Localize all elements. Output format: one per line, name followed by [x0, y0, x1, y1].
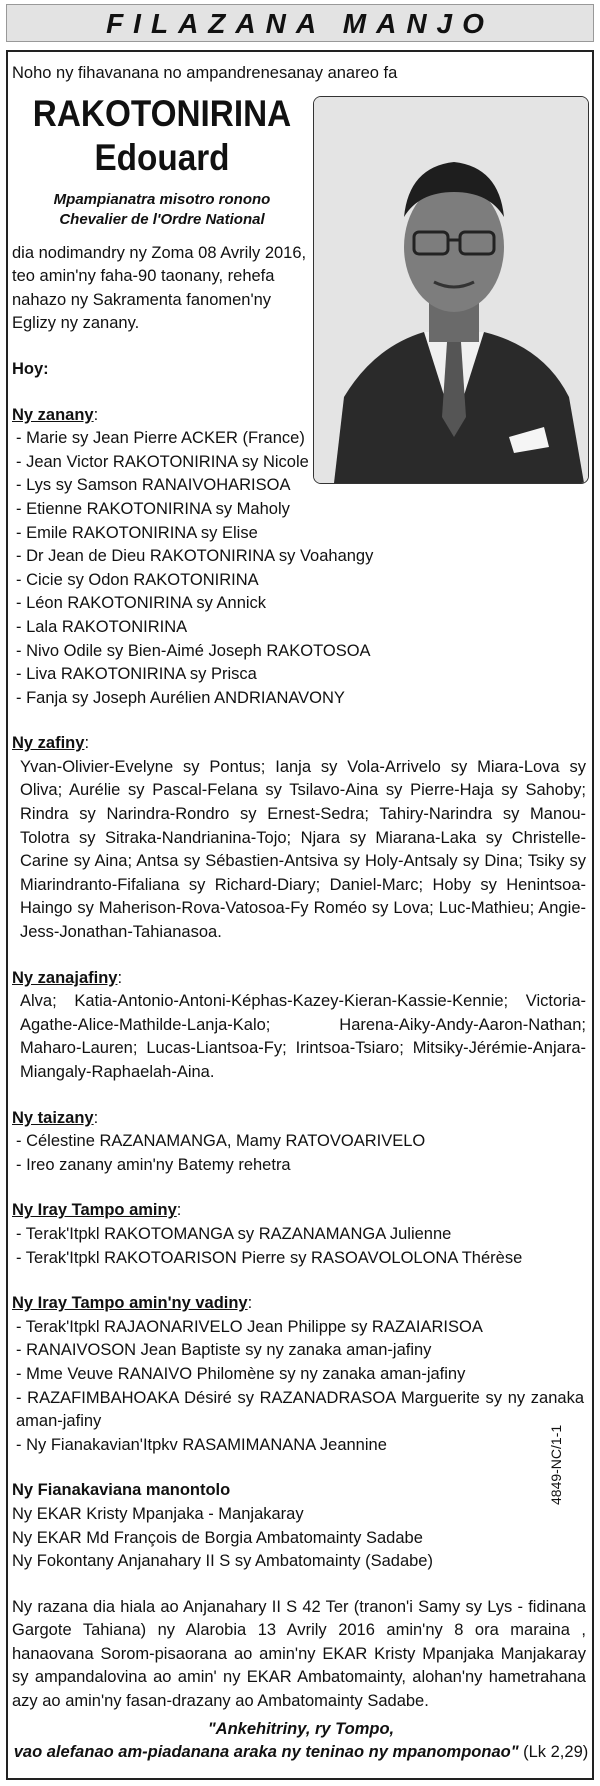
quote-line-1: "Ankehitriny, ry Tompo, — [207, 1719, 395, 1738]
great-grandchildren-section: Ny zanajafiny: Alva; Katia-Antonio-Antoni-Képhas-Kazey-Kieran-Kassie-Kennie; Victoria-Agathe-Alice-Mathilde-Lanja-Kalo; Harena-Aiky-Andy-Aaron-Nathan; Maharo-Lauren; Lucas-Liantsoa-Fy; Irintsoa-Tsiaro; Mitsiky-Jérémie-Anjara-Miangaly-Raphaelah-Aina. — [12, 967, 590, 1085]
list-item: - Mme Veuve RANAIVO Philomène sy ny zanaka aman-jafiny — [16, 1364, 466, 1383]
list-item: Ny EKAR Kristy Mpanjaka - Manjakaray — [12, 1504, 304, 1523]
announcement-text: dia nodimandry ny Zoma 08 Avrily 2016, teo amin'ny faha-90 taonany, rehefa nahazo ny Sakramenta fanomen'ny Eglizy ny zanany. — [12, 243, 307, 333]
reference-code: 4849-NC/1-1 — [548, 1424, 564, 1505]
notice-header: FILAZANA MANJO — [6, 4, 594, 42]
list-item: Ny Fokontany Anjanahary II S sy Ambatomainty (Sadabe) — [12, 1552, 433, 1571]
siblings-section: Ny Iray Tampo aminy: - Terak'Itpkl RAKOTOMANGA sy RAZANAMANGA Julienne - Terak'Itpkl RAKOTOARISON Pierre sy RASOAVOLOLONA Thérèse — [12, 1199, 590, 1270]
list-item: - Terak'Itpkl RAKOTOMANGA sy RAZANAMANGA Julienne — [16, 1224, 452, 1243]
children-list — [12, 427, 590, 710]
intro-text: Noho ny fihavanana no ampandrenesanay anareo fa — [12, 64, 398, 82]
in-laws-section: Ny Iray Tampo amin'ny vadiny: - Terak'Itpkl RAJAONARIVELO Jean Philippe sy RAZAIARISOA - RANAIVOSON Jean Baptiste sy ny zanaka aman-jafiny - Mme Veuve RANAIVO Philomène sy ny zanaka aman-jafiny - RAZAFIMBAHOAKA Désiré sy RAZANADRASOA Marguerite sy ny zanaka aman-jafiny - Ny Fianakavian'Itpkv RASAMIMANANA Jeannine — [12, 1292, 590, 1457]
list-item: - Célestine RAZANAMANGA, Mamy RATOVOARIVELO — [16, 1132, 426, 1151]
funeral-text: Ny razana dia hiala ao Anjanahary II S 42 Ter (tranon'i Samy sy Lys - fidinana Gargote Tahiana) ny Alarobia 13 Avrily 2016 amin'ny 8 ora maraina , hanaovana Sorom-pisaorana ao amin'ny EKAR Kristy Mpanjaka Manjakaray sy ampandalovina ao amin' ny EKAR Ambatomainty, alohan'ny hametrahana azy ao amin'ny fasan-drazany ao Ambatomainty Sadabe. — [12, 1597, 586, 1711]
hoy-label: Hoy: — [12, 359, 49, 378]
siblings-title: Ny Iray Tampo aminy — [12, 1201, 177, 1220]
deceased-surname: RAKOTONIRINA — [32, 92, 292, 134]
list-item: - Lala RAKOTONIRINA — [16, 617, 188, 636]
in-laws-title: Ny Iray Tampo amin'ny vadiny — [12, 1294, 248, 1313]
nephews-list — [12, 1130, 590, 1177]
quote-line-2: vao alefanao am-piadanana araka ny teninao ny mpanomponao" — [13, 1743, 519, 1762]
deceased-given-name: Edouard — [94, 136, 230, 178]
grandchildren-text: Yvan-Olivier-Evelyne sy Pontus; Ianja sy Vola-Arrivelo sy Miara-Lova sy Oliva; Aurélie sy Pascal-Felana sy Tsilavo-Aina sy Pierre-Haja sy Sahoby; Rindra sy Narindra-Rondro sy Ernest-Sedra; Tahiry-Narindra sy Manou-Tolotra sy Sitraka-Nandrianina-Tojo; Njara sy Miarana-Laka sy Christelle-Carine sy Aina; Antsa sy Sébastien-Antsiva sy Holy-Antsaly sy Dina; Tsiky sy Miarindranto-Fifaliana sy Richard-Diary; Daniel-Marc; Hoby sy Henintsoa-Haingo sy Maherison-Rova-Vatosoa-Fy Roméo sy Lova; Luc-Mathieu; Angie-Jess-Jonathan-Tahianasoa. — [20, 757, 586, 942]
quote-citation: (Lk 2,29) — [523, 1743, 589, 1762]
children-section: Ny zanany: - Marie sy Jean Pierre ACKER (France) - Jean Victor RAKOTONIRINA sy Nicole - Lys sy Samson RANAIVOHARISOA - Etienne RAKOTONIRINA sy Maholy - Emile RAKOTONIRINA sy Elise - Dr Jean de Dieu RAKOTONIRINA sy Voahangy - Cicie sy Odon RAKOTONIRINA - Léon RAKOTONIRINA sy Annick - Lala RAKOTONIRINA - Nivo Odile sy Bien-Aimé Joseph RAKOTOSOA - Liva RAKOTONIRINA sy Prisca - Fanja sy Joseph Aurélien ANDRIANAVONY — [12, 404, 590, 711]
siblings-list — [12, 1223, 590, 1270]
children-title: Ny zanany — [12, 405, 94, 424]
nephews-title: Ny taizany — [12, 1108, 94, 1127]
grandchildren-section: Ny zafiny: Yvan-Olivier-Evelyne sy Pontus; Ianja sy Vola-Arrivelo sy Miara-Lova sy Oliva; Aurélie sy Pascal-Felana sy Tsilavo-Aina sy Pierre-Haja sy Sahoby; Rindra sy Narindra-Rondro sy Ernest-Sedra; Tahiry-Narindra sy Manou-Tolotra sy Sitraka-Nandrianina-Tojo; Njara sy Miarana-Laka sy Christelle-Carine sy Aina; Antsa sy Sébastien-Antsiva sy Holy-Antsaly sy Dina; Tsiky sy Miarindranto-Fifaliana sy Richard-Diary; Daniel-Marc; Hoby sy Henintsoa-Haingo sy Maherison-Rova-Vatosoa-Fy Roméo sy Lova; Luc-Mathieu; Angie-Jess-Jonathan-Tahianasoa. — [12, 732, 590, 944]
families-section — [12, 1479, 590, 1573]
list-item: - Fanja sy Joseph Aurélien ANDRIANAVONY — [16, 688, 345, 707]
list-item: - Jean Victor RAKOTONIRINA sy Nicole — [16, 452, 309, 471]
list-item: - Ny Fianakavian'Itpkv RASAMIMANANA Jeannine — [16, 1435, 387, 1454]
nephews-section: Ny taizany: - Célestine RAZANAMANGA, Mamy RATOVOARIVELO - Ireo zanany amin'ny Batemy rehetra — [12, 1107, 590, 1178]
grandchildren-title: Ny zafiny — [12, 734, 85, 753]
list-item: - RAZAFIMBAHOAKA Désiré sy RAZANADRASOA Marguerite sy ny zanaka aman-jafiny — [16, 1388, 584, 1431]
list-item: - Emile RAKOTONIRINA sy Elise — [16, 523, 258, 542]
list-item: - Liva RAKOTONIRINA sy Prisca — [16, 665, 257, 684]
list-item: - Dr Jean de Dieu RAKOTONIRINA sy Voahangy — [16, 547, 374, 566]
list-item: - Nivo Odile sy Bien-Aimé Joseph RAKOTOSOA — [16, 641, 371, 660]
list-item: - Lys sy Samson RANAIVOHARISOA — [16, 476, 291, 495]
deceased-titles — [12, 190, 312, 230]
deceased-title-2: Chevalier de l'Ordre National — [59, 210, 265, 228]
list-item: - Terak'Itpkl RAJAONARIVELO Jean Philippe sy RAZAIARISOA — [16, 1317, 483, 1336]
list-item: - Léon RAKOTONIRINA sy Annick — [16, 594, 267, 613]
great-grandchildren-text: Alva; Katia-Antonio-Antoni-Képhas-Kazey-Kieran-Kassie-Kennie; Victoria-Agathe-Alice-Mathilde-Lanja-Kalo; Harena-Aiky-Andy-Aaron-Nathan; Maharo-Lauren; Lucas-Liantsoa-Fy; Irintsoa-Tsiaro; Mitsiky-Jérémie-Anjara-Miangaly-Raphaelah-Aina. — [20, 992, 586, 1081]
bible-quote — [12, 1718, 590, 1765]
families-title: Ny Fianakaviana manontolo — [12, 1481, 231, 1500]
list-item: - Cicie sy Odon RAKOTONIRINA — [16, 570, 259, 589]
list-item: - Etienne RAKOTONIRINA sy Maholy — [16, 499, 290, 518]
list-item: - Marie sy Jean Pierre ACKER (France) — [16, 429, 305, 448]
in-laws-list — [12, 1316, 590, 1458]
deceased-title-1: Mpampianatra misotro ronono — [53, 190, 271, 208]
list-item: - RANAIVOSON Jean Baptiste sy ny zanaka aman-jafiny — [16, 1341, 432, 1360]
great-grandchildren-title: Ny zanajafiny — [12, 968, 118, 987]
list-item: - Ireo zanany amin'ny Batemy rehetra — [16, 1155, 291, 1174]
list-item: Ny EKAR Md François de Borgia Ambatomainty Sadabe — [12, 1528, 423, 1547]
list-item: - Terak'Itpkl RAKOTOARISON Pierre sy RASOAVOLOLONA Thérèse — [16, 1248, 523, 1267]
notice-body — [12, 62, 590, 1765]
